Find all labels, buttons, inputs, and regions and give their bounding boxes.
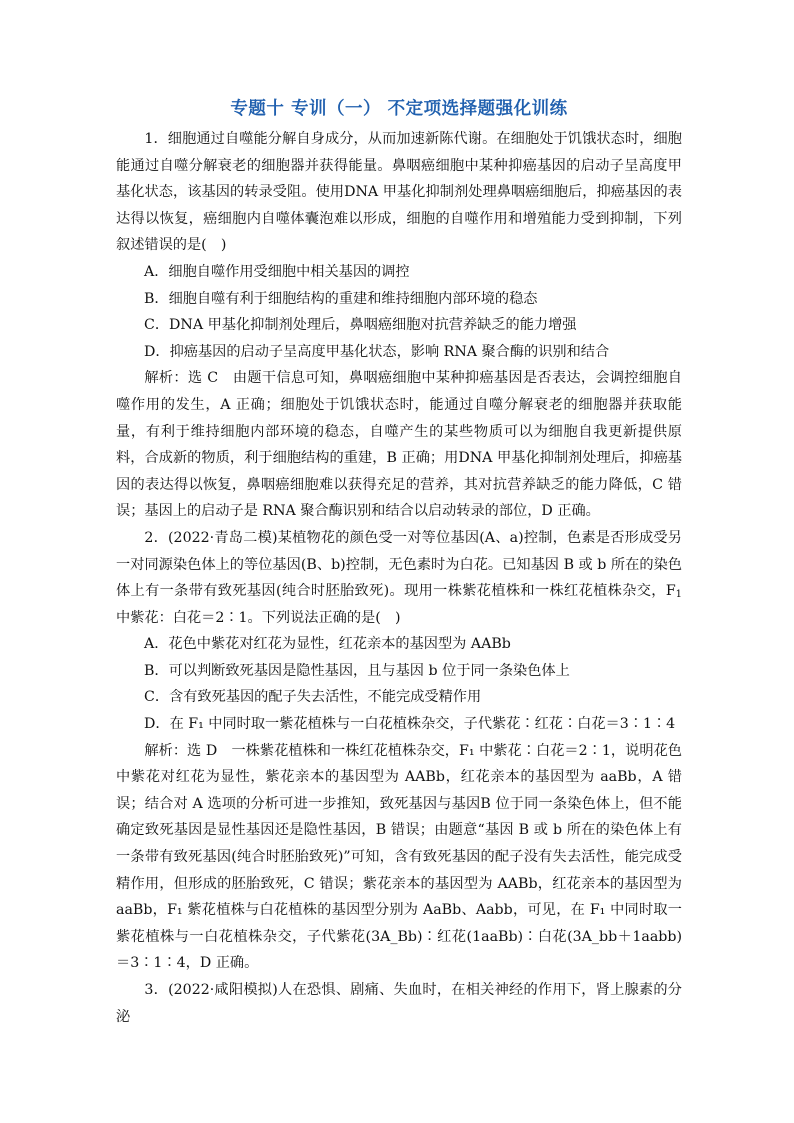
question-2-option-a: A．花色中紫花对红花为显性，红花亲本的基因型为 AABb: [144, 636, 511, 653]
question-2-stem: [116, 525, 682, 631]
page-title: 专题十 专训（一） 不定项选择题强化训练: [230, 99, 568, 119]
question-2-stem-sub: 1: [675, 589, 682, 601]
question-1-stem: 1．细胞通过自噬能分解自身成分，从而加速新陈代谢。在细胞处于饥饿状态时，细胞能通过自噬分解衰老的细胞器并获得能量。鼻咽癌细胞中某种抑癌基因的启动子呈高度甲基化状态，该基因的转录受阻。使用DNA 甲基化抑制剂处理鼻咽癌细胞后，抑癌基因的表达得以恢复，癌细胞内自噬体囊泡难以形成，细胞的自噬作用和增殖能力受到抑制，下列叙述错误的是( ): [116, 131, 682, 254]
question-2-analysis: 解析：选 D 一株紫花植株和一株红花植株杂交，F₁ 中紫花∶白花＝2∶1，说明花色中紫花对红花为显性，紫花亲本的基因型为 AABb，红花亲本的基因型为 aaBb，A 错误；结合对 A 选项的分析可进一步推知，致死基因与基因B 位于同一条染色体上，但不能确定致死基因是显性基因还是隐性基因，B 错误；由题意“基因 B 或 b 所在的染色体上有一条带有致死基因(纯合时胚胎致死)”可知，含有致死基因的配子没有失去活性，能完成受精作用，但形成的胚胎致死，C 错误；紫花亲本的基因型为 AABb，红花亲本的基因型为 aaBb，F₁ 紫花植株与白花植株的基因型分别为 AaBb、Aabb，可见，在 F₁ 中同时取一紫花植株与一白花植株杂交，子代紫花(3A_Bb)∶红花(1aaBb)∶白花(3A_bb＋1aabb)＝3∶1∶4，D 正确。: [116, 742, 682, 972]
question-2-option-c: C．含有致死基因的配子失去活性，不能完成受精作用: [144, 689, 482, 706]
question-1-option-d: D．抑癌基因的启动子呈高度甲基化状态，影响 RNA 聚合酶的识别和结合: [144, 343, 610, 360]
question-1-option-c: C．DNA 甲基化抑制剂处理后，鼻咽癌细胞对抗营养缺乏的能力增强: [144, 317, 577, 334]
question-3-stem: 3．(2022·咸阳模拟)人在恐惧、剧痛、失血时，在相关神经的作用下，肾上腺素的分泌: [116, 982, 682, 1025]
question-3: [116, 977, 682, 1030]
question-2: [116, 525, 682, 977]
question-2-option-b: B．可以判断致死基因是隐性基因，且与基因 b 位于同一条染色体上: [144, 662, 570, 679]
question-1-analysis: 解析：选 C 由题干信息可知，鼻咽癌细胞中某种抑癌基因是否表达，会调控细胞自噬作用的发生，A 正确；细胞处于饥饿状态时，能通过自噬分解衰老的细胞器并获取能量，有利于维持细胞内部环境的稳态，自噬产生的某些物质可以为细胞自我更新提供原料，合成新的物质，利于细胞结构的重建，B 正确；用DNA 甲基化抑制剂处理后，抑癌基因的表达得以恢复，鼻咽癌细胞难以获得充足的营养，其对抗营养缺乏的能力降低，C 错误；基因上的启动子是 RNA 聚合酶识别和结合以启动转录的部位，D 正确。: [116, 370, 682, 520]
question-1-option-b: B．细胞自噬有利于细胞结构的重建和维持细胞内部环境的稳态: [144, 290, 538, 307]
question-2-stem-a: 2．(2022·青岛二模)某植物花的颜色受一对等位基因(A、a)控制，色素是否形成受另一对同源染色体上的等位基因(B、b)控制，无色素时为白花。已知基因 B 或 b 所在的染色体上有一条带有致死基因(纯合时胚胎致死)。现用一株紫花植株和一株红花植株杂交，F: [116, 529, 682, 600]
question-1-option-a: A．细胞自噬作用受细胞中相关基因的调控: [144, 263, 410, 280]
question-2-option-d: D．在 F₁ 中同时取一紫花植株与一白花植株杂交，子代紫花∶红花∶白花＝3∶1∶4: [144, 716, 676, 733]
question-2-stem-b: 中紫花：白花＝2∶1。下列说法正确的是( ): [116, 609, 401, 626]
question-1: [116, 126, 682, 525]
